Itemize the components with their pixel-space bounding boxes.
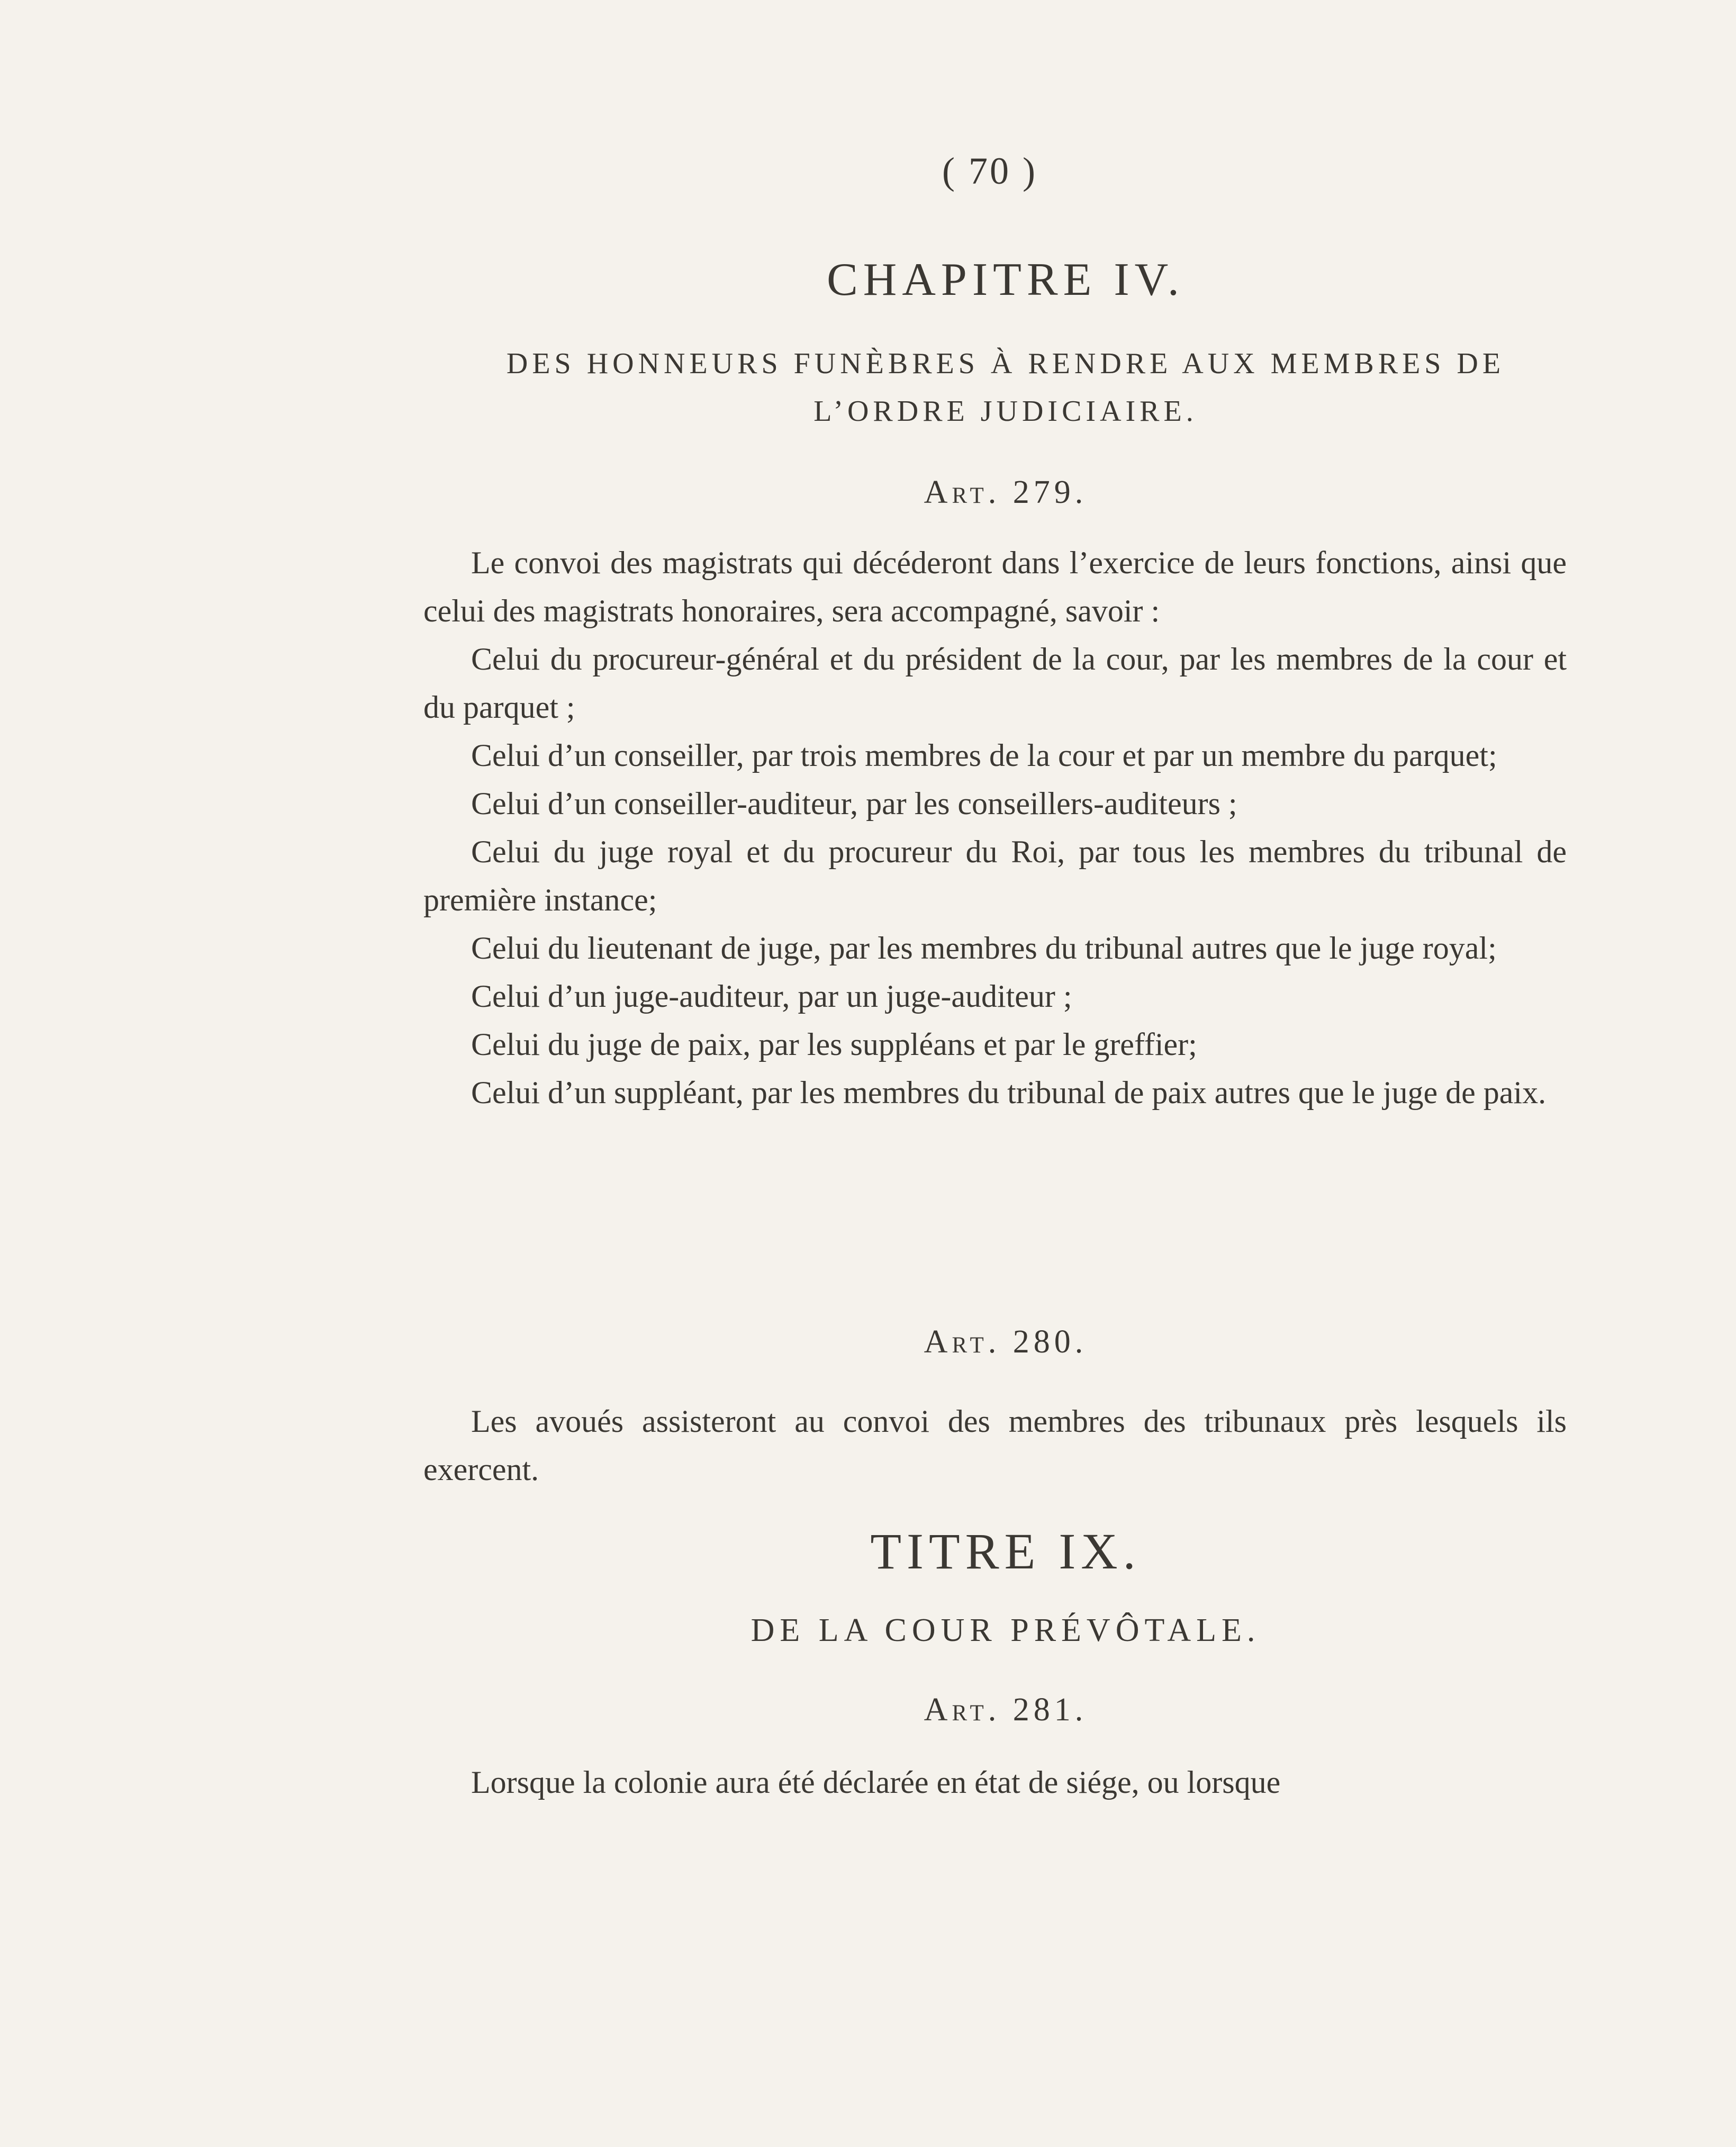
article-279-paragraph: Celui du lieutenant de juge, par les membres du tribunal autres que le juge royal; xyxy=(471,931,1497,966)
titre-title: TITRE IX. xyxy=(870,1523,1141,1580)
article-281-heading: Art. 281. xyxy=(924,1692,1088,1728)
article-279-paragraph: Celui d’un conseiller, par trois membres de la cour et par un membre du parquet; xyxy=(471,738,1497,773)
titre-subtitle: DE LA COUR PRÉVÔTALE. xyxy=(751,1612,1261,1648)
chapter-subtitle-line2: L’ORDRE JUDICIAIRE. xyxy=(813,395,1198,428)
article-280-body xyxy=(423,1397,1567,1494)
article-279-paragraph: Le convoi des magistrats qui décéderont dans l’exercice de leurs fonctions, ainsi que celui des magistrats honoraires, sera accompagné, savoir : xyxy=(423,545,1567,628)
article-280-heading: Art. 280. xyxy=(924,1324,1088,1360)
chapter-title: CHAPITRE IV. xyxy=(827,254,1185,305)
article-279-paragraph: Celui du procureur-général et du président de la cour, par les membres de la cour et du parquet ; xyxy=(423,642,1567,725)
chapter-subtitle-line1: DES HONNEURS FUNÈBRES À RENDRE AUX MEMBRES DE xyxy=(506,347,1505,380)
article-279-paragraph: Celui d’un suppléant, par les membres du tribunal de paix autres que le juge de paix. xyxy=(471,1075,1547,1110)
article-280-paragraph: Les avoués assisteront au convoi des membres des tribunaux près lesquels ils exercent. xyxy=(423,1404,1567,1487)
article-279-body xyxy=(423,539,1567,1117)
article-279-paragraph: Celui du juge royal et du procureur du Roi, par tous les membres du tribunal de première instance; xyxy=(423,834,1567,917)
article-279-paragraph: Celui d’un conseiller-auditeur, par les conseillers-auditeurs ; xyxy=(471,786,1237,821)
article-281-paragraph: Lorsque la colonie aura été déclarée en état de siége, ou lorsque xyxy=(471,1765,1281,1800)
article-279-paragraph: Celui du juge de paix, par les suppléans et par le greffier; xyxy=(471,1027,1197,1062)
article-279-paragraph: Celui d’un juge-auditeur, par un juge-auditeur ; xyxy=(471,979,1072,1014)
article-281-body xyxy=(423,1758,1567,1807)
article-279-heading: Art. 279. xyxy=(924,474,1088,510)
page-number: ( 70 ) xyxy=(942,150,1037,192)
